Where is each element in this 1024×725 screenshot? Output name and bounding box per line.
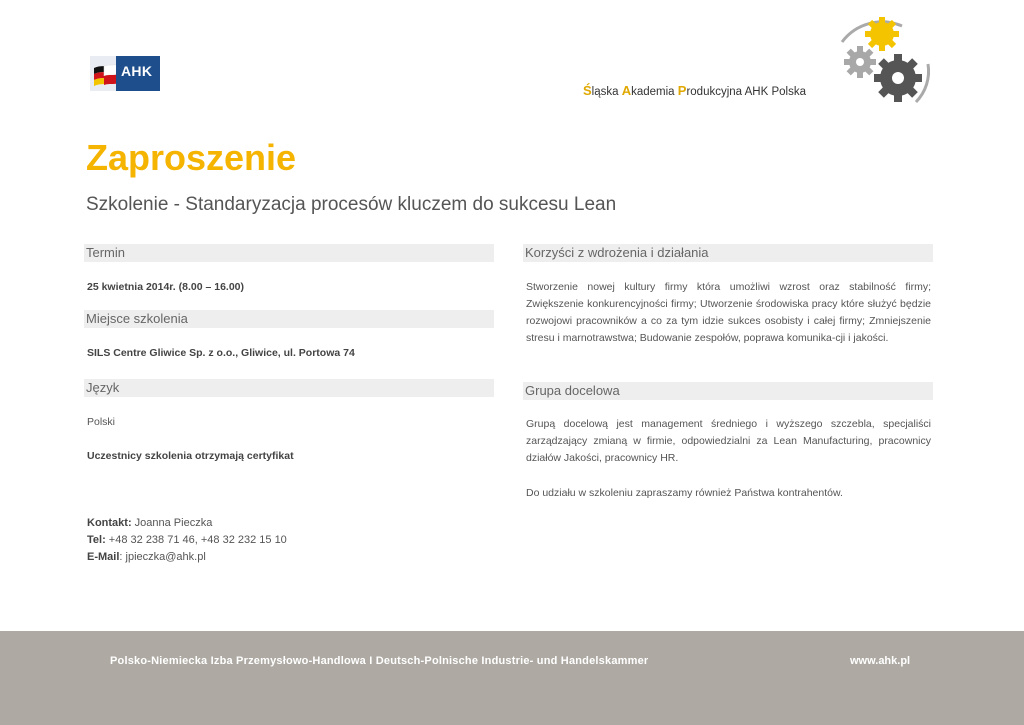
page-subtitle: Szkolenie - Standaryzacja procesów kluczem do sukcesu Lean <box>86 194 617 215</box>
footer <box>0 631 1024 725</box>
contact-block <box>87 515 287 566</box>
footer-website-link[interactable]: www.ahk.pl <box>850 655 911 667</box>
contact-email[interactable]: E-Mail: jpieczka@ahk.pl <box>87 551 206 563</box>
contact-phone: Tel: +48 32 238 71 46, +48 32 232 15 10 <box>87 534 287 546</box>
korzysci-text: Stworzenie nowej kultury firmy która umożliwi wzrost oraz stabilność firmy; Zwiększenie konkurencyjności firmy; Utworzenie środowiska pracy które służyć będzie rozwojowi pracowników a co za tym idzie sukces osobisty i całej firmy; Zmniejszenie stresu i marnotrawstwa; Budowanie zespołów, poprawa komunika-cji i jakości. <box>526 281 931 344</box>
miejsce-header: Miejsce szkolenia <box>84 310 494 328</box>
ahk-logo <box>90 56 160 91</box>
kontrahenci-note: Do udziału w szkoleniu zapraszamy również Państwa kontrahentów. <box>526 487 843 499</box>
jezyk-value: Polski <box>87 416 116 428</box>
miejsce-value: SILS Centre Gliwice Sp. z o.o., Gliwice, ul. Portowa 74 <box>87 347 355 359</box>
gears-icon <box>832 12 936 108</box>
jezyk-header: Język <box>84 379 494 397</box>
grupa-text: Grupą docelową jest management średniego i wyższego szczebla, specjaliści zarządzający zmianą w firmie, odpowiedzialni za Lean Manufacturing, pracownicy działów Jakości, pracownicy HR. <box>526 418 931 464</box>
termin-header: Termin <box>84 244 494 262</box>
academy-name: Śląska Akademia Produkcyjna AHK Polska <box>583 83 806 98</box>
grupa-header: Grupa docelowa <box>523 382 933 400</box>
footer-organization: Polsko-Niemiecka Izba Przemysłowo-Handlowa I Deutsch-Polnische Industrie- und Handelskammer <box>110 655 649 667</box>
logo-text: AHK <box>121 63 153 79</box>
korzysci-header: Korzyści z wdrożenia i działania <box>523 244 933 262</box>
termin-value: 25 kwietnia 2014r. (8.00 – 16.00) <box>87 281 245 293</box>
certyfikat-note: Uczestnicy szkolenia otrzymają certyfikat <box>87 450 294 462</box>
contact-person: Kontakt: Joanna Pieczka <box>87 517 213 529</box>
page-title: Zaproszenie <box>86 137 297 178</box>
